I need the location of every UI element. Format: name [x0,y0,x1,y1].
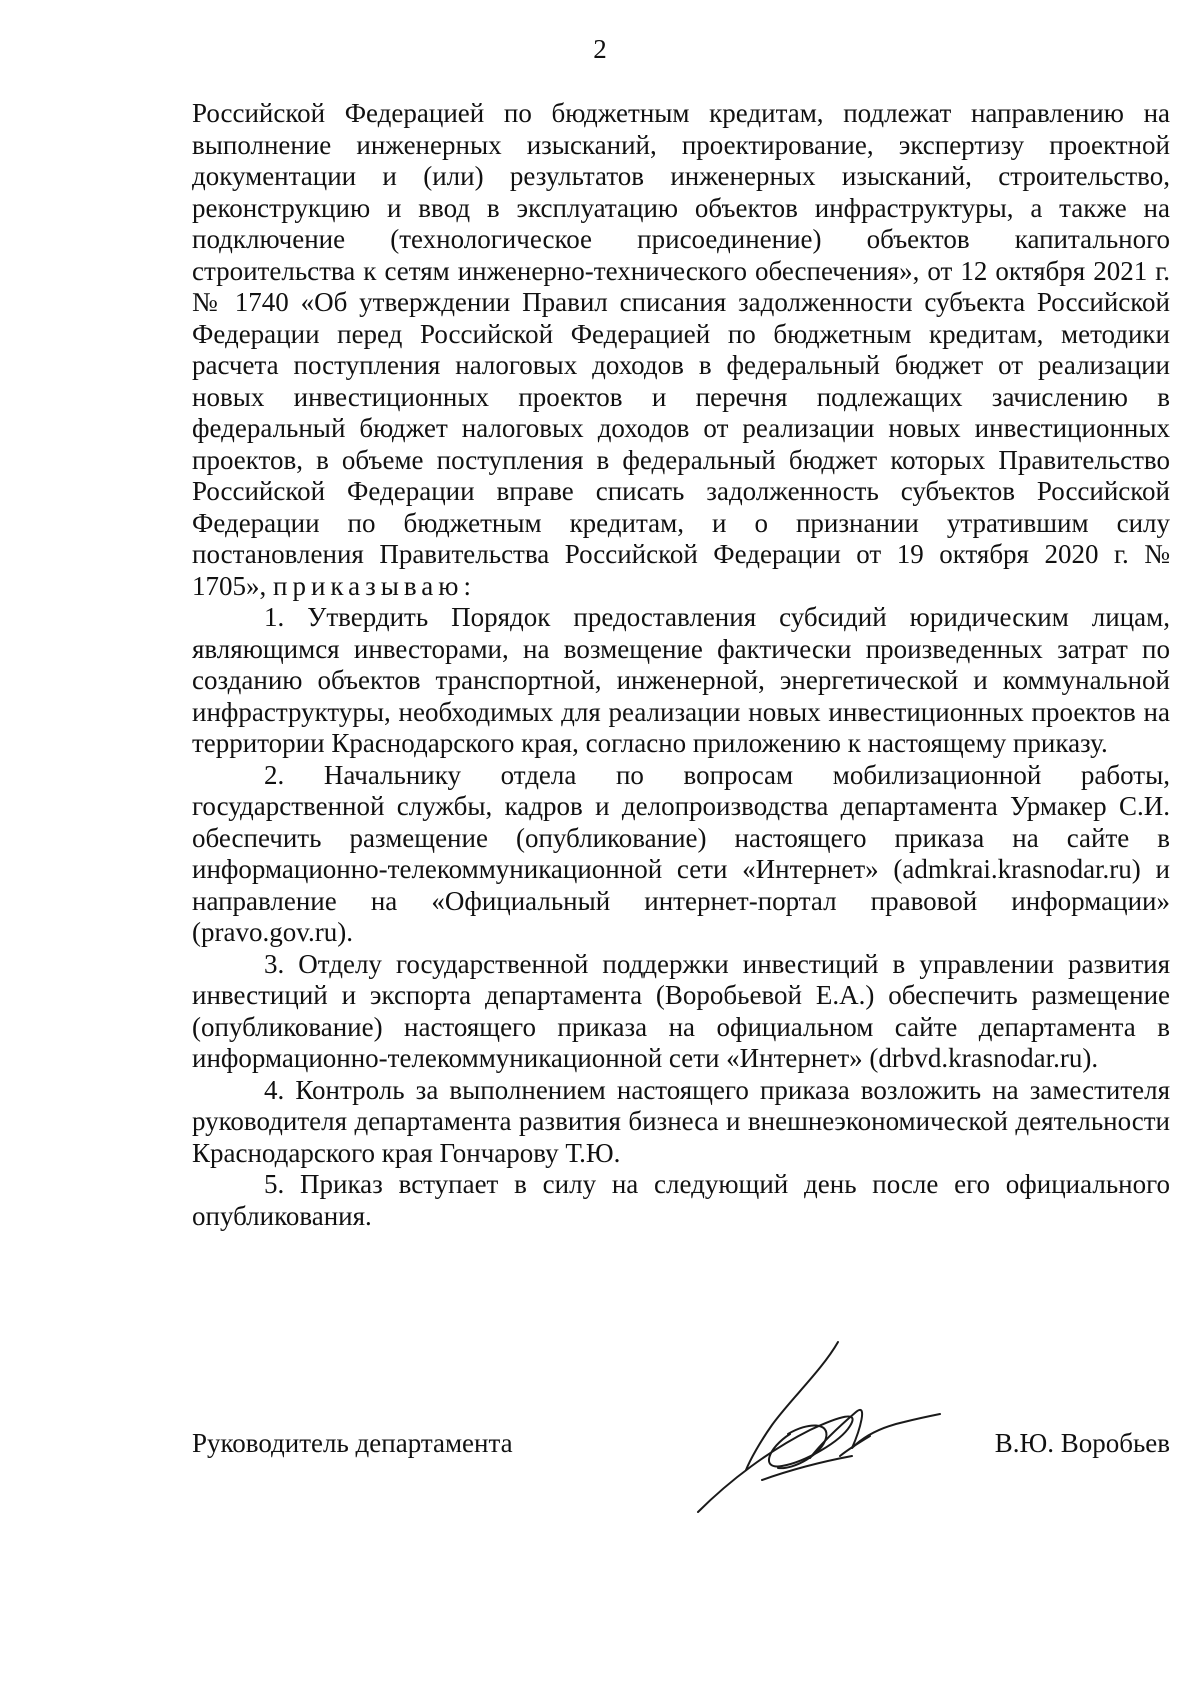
handwritten-signature-icon [690,1330,950,1520]
paragraph-item-2: 2. Начальнику отдела по вопросам мобилизационной работы, государственной службы, кадров и делопроизводства департамента Урмакер С.И. обеспечить размещение (опубликование) настоящего приказа на сайте в информационно-телекоммуникационной сети «Интернет» (admkrai.krasnodar.ru) и направление на «Официальный интернет-портал правовой информации» (pravo.gov.ru). [192,759,1170,947]
paragraph-item-5: 5. Приказ вступает в силу на следующий день после его официального опубликования. [192,1169,1170,1231]
signatory-title: Руководитель департамента [192,1428,513,1458]
paragraph-preamble [192,98,1170,602]
order-word: приказываю: [273,570,476,601]
preamble-text: Российской Федерацией по бюджетным кредитам, подлежат направлению на выполнение инженерных изысканий, проектирование, экспертизу проектной документации и (или) результатов инженерных изысканий, строительство, реконструкцию и ввод в эксплуатацию объектов инфраструктуры, а также на подключение (технологическое присоединение) объектов капитального строительства к сетям инженерно-технического обеспечения», от 12 октября 2021 г. № 1740 «Об утверждении Правил списания задолженности субъекта Российской Федерации перед Российской Федерацией по бюджетным кредитам, методики расчета поступления налоговых доходов в федеральный бюджет от реализации новых инвестиционных проектов и перечня подлежащих зачислению в федеральный бюджет налоговых доходов от реализации новых инвестиционных проектов, в объеме поступления в федеральный бюджет которых Правительство Российской Федерации вправе списать задолженность субъектов Российской Федерации по бюджетным кредитам, и о признании утратившим силу постановления Правительства Российской Федерации от 19 октября 2020 г. № 1705», [192,98,1170,601]
page-number: 2 [593,34,607,64]
document-body [192,98,1170,1232]
paragraph-item-4: 4. Контроль за выполнением настоящего приказа возложить на заместителя руководителя департамента развития бизнеса и внешнеэкономической деятельности Краснодарского края Гончарову Т.Ю. [192,1074,1170,1168]
paragraph-item-3: 3. Отделу государственной поддержки инвестиций в управлении развития инвестиций и экспорта департамента (Воробьевой Е.А.) обеспечить размещение (опубликование) настоящего приказа на официальном сайте департамента в информационно-телекоммуникационной сети «Интернет» (drbvd.krasnodar.ru). [192,948,1170,1073]
signatory-name: В.Ю. Воробьев [994,1428,1170,1458]
signature-block [192,1428,1170,1468]
paragraph-item-1: 1. Утвердить Порядок предоставления субсидий юридическим лицам, являющимся инвесторами, на возмещение фактически произведенных затрат по созданию объектов транспортной, инженерной, энергетической и коммунальной инфраструктуры, необходимых для реализации новых инвестиционных проектов на территории Краснодарского края, согласно приложению к настоящему приказу. [192,602,1170,758]
